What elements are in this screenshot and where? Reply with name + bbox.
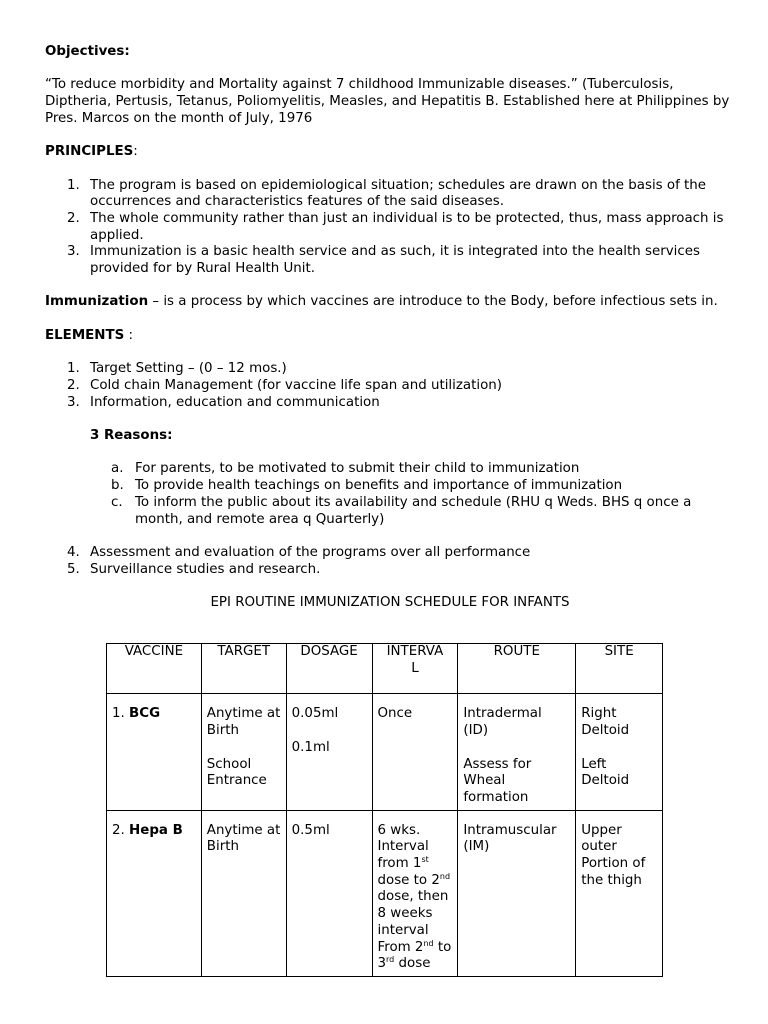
route-value: Intramuscular (IM)	[463, 822, 557, 855]
route-value: Intradermal (ID)	[463, 706, 542, 739]
immunization-definition	[45, 294, 735, 311]
elements-heading	[45, 328, 735, 345]
list-text: Cold chain Management (for vaccine life span and utilization)	[90, 377, 502, 393]
header-target: TARGET	[201, 644, 286, 694]
list-number: 2.	[67, 210, 80, 226]
reasons-section	[45, 428, 735, 528]
cell-interval	[372, 810, 458, 976]
table-header-row	[107, 644, 663, 694]
cell-vaccine	[107, 694, 202, 810]
list-text: Surveillance studies and research.	[90, 561, 321, 577]
interval-text: 6 wks. Interval from 1	[377, 822, 429, 872]
list-number: 3.	[67, 394, 80, 410]
list-number: 4.	[67, 544, 80, 560]
list-text: The whole community rather than just an individual is to be protected, thus, mass approach is applied.	[90, 210, 724, 243]
list-item	[45, 545, 735, 562]
table-row	[107, 810, 663, 976]
cell-target	[201, 810, 286, 976]
cell-vaccine	[107, 810, 202, 976]
list-item	[90, 478, 735, 495]
interval-value: Once	[377, 706, 413, 722]
list-text: The program is based on epidemiological situation; schedules are drawn on the basis of the occurrences and characteristics features of the said diseases.	[90, 177, 707, 210]
principles-colon: :	[133, 144, 138, 160]
dosage-value: 0.1ml	[291, 739, 330, 755]
list-text: Target Setting – (0 – 12 mos.)	[90, 361, 287, 377]
list-number: 5.	[67, 561, 80, 577]
row-number: 2.	[112, 822, 130, 838]
dosage-value: 0.05ml	[291, 706, 339, 722]
principles-heading	[45, 144, 735, 161]
table-row	[107, 694, 663, 810]
reasons-list	[90, 461, 735, 528]
interval-text: dose to 2	[377, 872, 440, 888]
elements-list-continued	[45, 545, 735, 578]
dosage-value: 0.5ml	[291, 822, 330, 838]
target-value: Anytime at Birth	[206, 822, 281, 855]
list-text: To provide health teachings on benefits and importance of immunization	[135, 478, 623, 494]
header-site: SITE	[576, 644, 663, 694]
elements-colon: :	[124, 327, 134, 343]
list-text: Immunization is a basic health service and as such, it is integrated into the health services provided for by Rural Health Unit.	[90, 244, 700, 277]
header-interval	[372, 644, 458, 694]
row-number: 1.	[112, 706, 130, 722]
ordinal-suffix: st	[421, 855, 429, 865]
list-number: 2.	[67, 377, 80, 393]
vaccine-name: Hepa B	[129, 822, 183, 838]
ordinal-suffix: rd	[386, 955, 395, 965]
header-interval-part1: INTERVA	[386, 644, 444, 659]
header-vaccine: VACCINE	[107, 644, 202, 694]
cell-site	[576, 810, 663, 976]
list-text: For parents, to be motivated to submit their child to immunization	[135, 461, 580, 477]
ordinal-suffix: nd	[439, 871, 451, 881]
schedule-title: EPI ROUTINE IMMUNIZATION SCHEDULE FOR INFANTS	[210, 595, 570, 611]
cell-route	[458, 694, 576, 810]
objectives-text: “To reduce morbidity and Mortality against 7 childhood Immunizable diseases.” (Tuberculosis, Diptheria, Pertusis, Tetanus, Poliomyelitis, Measles, and Hepatitis B. Established here at Philippines by Pres. Marcos on the month of July, 1976	[45, 77, 730, 126]
list-item	[45, 244, 735, 277]
header-dosage: DOSAGE	[286, 644, 372, 694]
interval-text: dose, then 8 weeks interval From 2	[377, 889, 449, 955]
ordinal-suffix: nd	[423, 938, 434, 948]
list-item	[45, 361, 735, 378]
document-page	[45, 44, 735, 612]
list-item	[90, 461, 735, 478]
interval-text: to 3	[377, 939, 452, 972]
list-text: Information, education and communication	[90, 394, 380, 410]
list-text: Assessment and evaluation of the programs over all performance	[90, 544, 531, 560]
interval-value	[378, 823, 453, 973]
target-value: Anytime at Birth	[206, 706, 281, 739]
cell-dosage	[286, 694, 372, 810]
cell-target	[201, 694, 286, 810]
cell-site	[576, 694, 663, 810]
objectives-heading: Objectives:	[45, 44, 130, 59]
schedule-table	[106, 643, 663, 977]
reasons-heading: 3 Reasons:	[90, 428, 173, 444]
list-letter: c.	[111, 494, 123, 510]
list-letter: a.	[111, 461, 124, 477]
vaccine-name: BCG	[129, 706, 161, 722]
list-number: 3.	[67, 244, 80, 260]
list-item	[45, 378, 735, 395]
list-number: 1.	[67, 361, 80, 377]
list-item	[45, 562, 735, 579]
elements-heading-label: ELEMENTS	[45, 327, 125, 343]
list-letter: b.	[111, 478, 124, 494]
target-value: School Entrance	[206, 756, 267, 789]
cell-route	[458, 810, 576, 976]
header-route: ROUTE	[458, 644, 576, 694]
immunization-term: Immunization	[45, 294, 149, 310]
site-value: Upper outer Portion of the thigh	[581, 822, 646, 888]
cell-dosage	[286, 810, 372, 976]
list-item	[45, 178, 735, 211]
header-interval-part2: L	[411, 660, 419, 676]
immunization-text: – is a process by which vaccines are introduce to the Body, before infectious sets in.	[148, 294, 718, 310]
site-value: Left Deltoid	[581, 756, 630, 789]
principles-heading-label: PRINCIPLES	[45, 144, 134, 160]
list-item	[45, 211, 735, 244]
elements-list	[45, 361, 735, 411]
principles-list	[45, 178, 735, 278]
list-item	[45, 395, 735, 412]
site-value: Right Deltoid	[581, 706, 630, 739]
cell-interval	[372, 694, 458, 810]
list-item	[90, 495, 735, 528]
route-value: Assess for Wheal formation	[463, 756, 532, 805]
interval-text: dose	[394, 956, 431, 972]
list-number: 1.	[67, 177, 80, 193]
list-text: To inform the public about its availability and schedule (RHU q Weds. BHS q once a month, and remote area q Quarterly)	[135, 494, 692, 527]
